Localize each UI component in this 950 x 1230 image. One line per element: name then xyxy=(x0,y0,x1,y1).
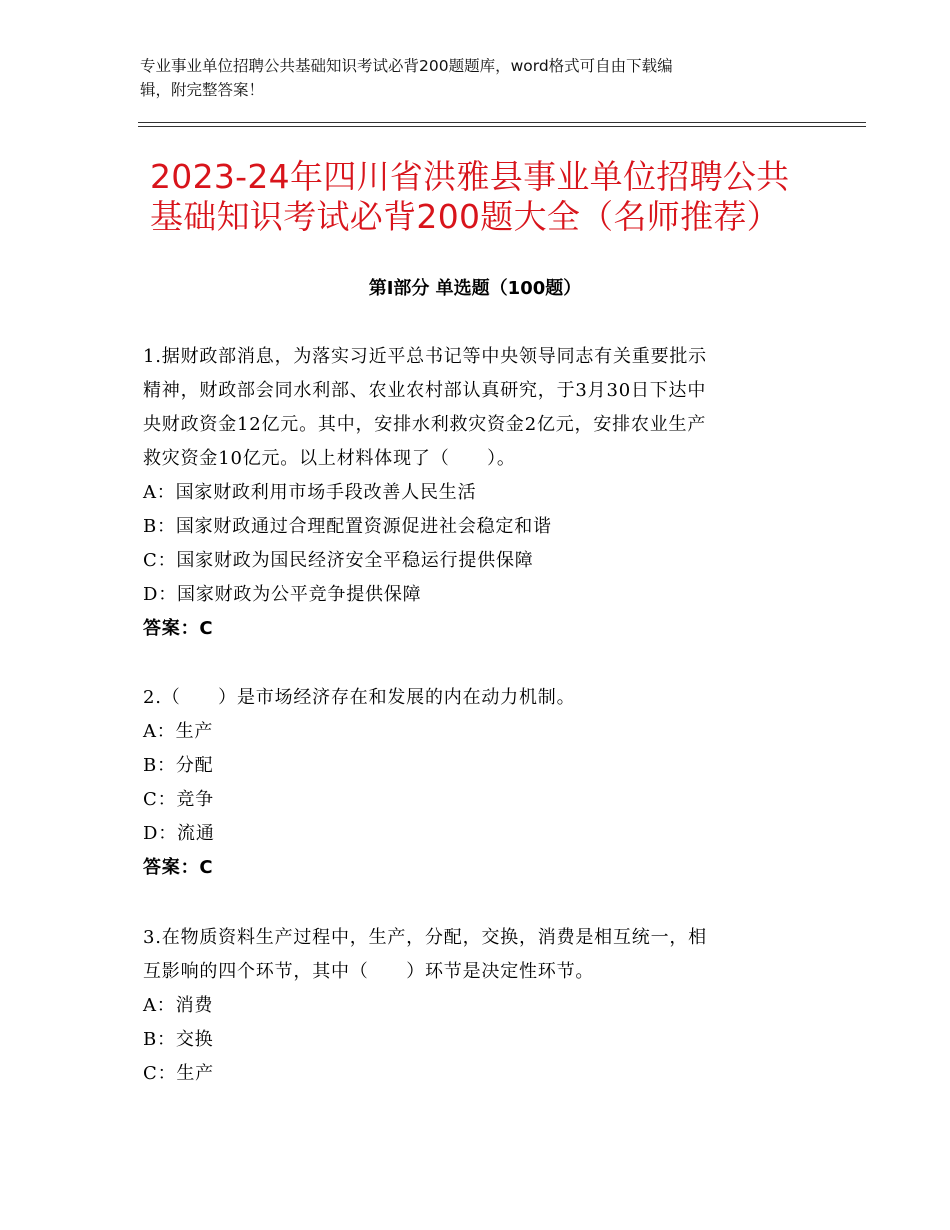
question-2 xyxy=(143,681,803,885)
header-divider-thick xyxy=(138,126,866,127)
option-d: D：国家财政为公平竞争提供保障 xyxy=(143,584,422,605)
question-stem-line: 精神，财政部会同水利部、农业农村部认真研究，于3月30日下达中 xyxy=(143,380,707,401)
option-c: C：竞争 xyxy=(143,789,214,810)
title-line-1: 2023-24年四川省洪雅县事业单位招聘公共 xyxy=(150,157,790,196)
option-b: B：国家财政通过合理配置资源促进社会稳定和谐 xyxy=(143,516,552,537)
option-d: D：流通 xyxy=(143,823,215,844)
option-b: B：交换 xyxy=(143,1029,214,1050)
title-line-2: 基础知识考试必背200题大全（名师推荐） xyxy=(150,197,780,236)
option-c: C：国家财政为国民经济安全平稳运行提供保障 xyxy=(143,550,534,571)
option-b: B：分配 xyxy=(143,755,214,776)
question-stem-line: 互影响的四个环节，其中（ ）环节是决定性环节。 xyxy=(143,961,595,982)
question-stem-line: 2.（ ）是市场经济存在和发展的内在动力机制。 xyxy=(143,687,576,708)
document-header-note xyxy=(140,54,800,102)
section-heading: 第Ⅰ部分 单选题（100题） xyxy=(368,278,582,299)
question-3 xyxy=(143,921,803,1091)
header-note-line-2: 辑，附完整答案！ xyxy=(140,81,265,99)
option-a: A：消费 xyxy=(143,995,214,1016)
header-divider-thin xyxy=(138,122,866,123)
answer-label: 答案：C xyxy=(143,618,214,639)
header-note-line-1: 专业事业单位招聘公共基础知识考试必背200题题库，word格式可自由下载编 xyxy=(140,57,673,75)
option-a: A：生产 xyxy=(143,721,214,742)
question-stem-line: 1.据财政部消息，为落实习近平总书记等中央领导同志有关重要批示 xyxy=(143,346,707,367)
question-stem-line: 救灾资金10亿元。以上材料体现了（ ）。 xyxy=(143,448,516,469)
question-stem-line: 央财政资金12亿元。其中，安排水利救灾资金2亿元，安排农业生产 xyxy=(143,414,707,435)
option-c: C：生产 xyxy=(143,1063,214,1084)
question-stem-line: 3.在物质资料生产过程中，生产，分配，交换，消费是相互统一，相 xyxy=(143,927,707,948)
option-a: A：国家财政利用市场手段改善人民生活 xyxy=(143,482,477,503)
question-1 xyxy=(143,340,803,646)
answer-label: 答案：C xyxy=(143,857,214,878)
document-title xyxy=(150,157,850,237)
